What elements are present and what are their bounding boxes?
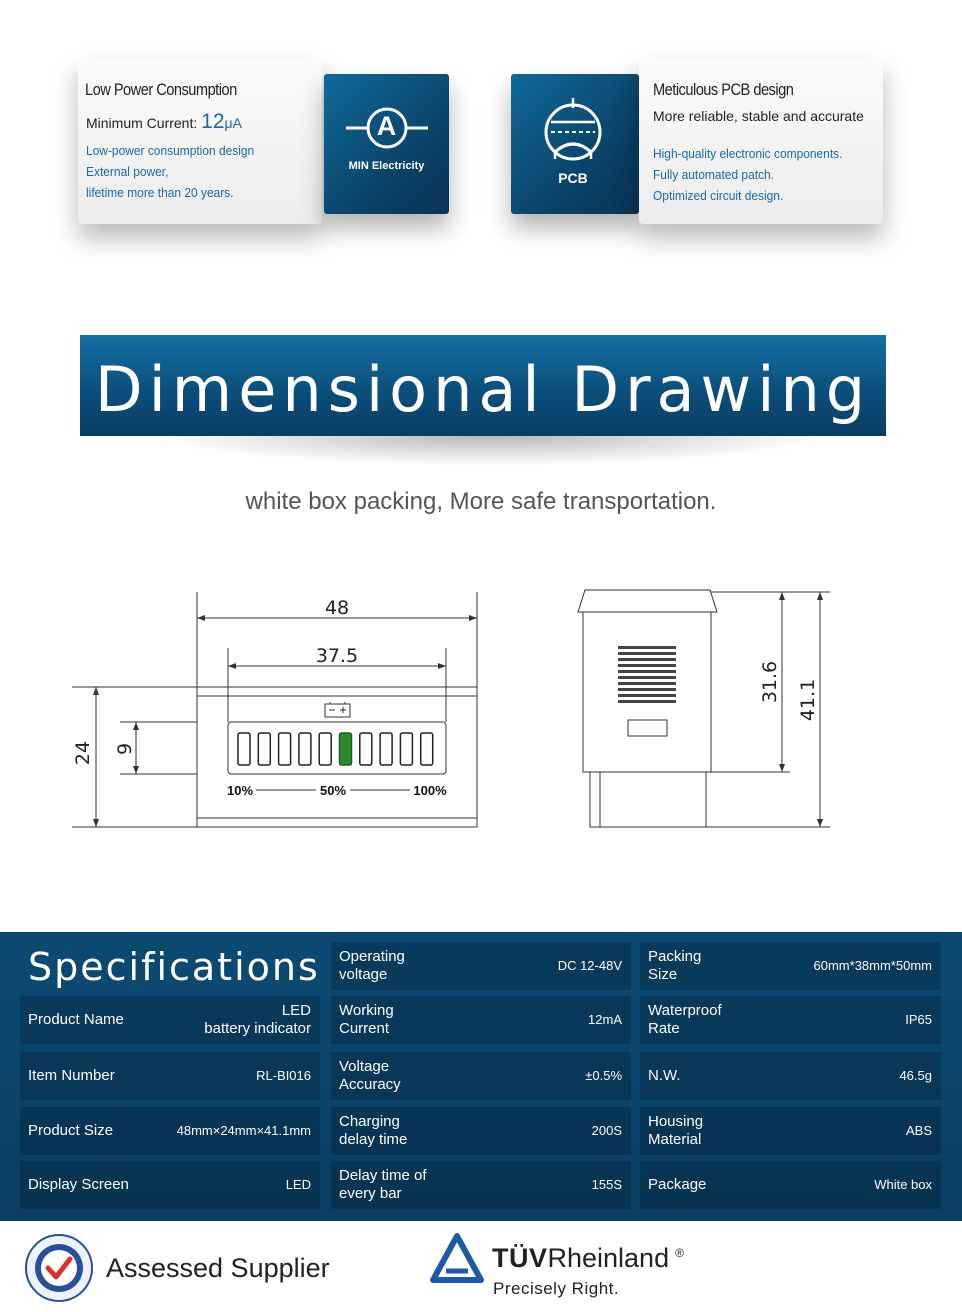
spec-row: [20, 1107, 320, 1155]
led-segment: [238, 733, 250, 765]
feature-line: High-quality electronic components.: [653, 146, 843, 161]
specifications-panel: [0, 932, 962, 1221]
feature-title: Meticulous PCB design: [653, 80, 794, 99]
spec-row: [20, 996, 320, 1044]
battery-icon: [325, 704, 350, 717]
spec-label: Product Size: [28, 1122, 114, 1139]
spec-row: [331, 942, 631, 990]
vacuum-tube-icon: [511, 74, 639, 174]
banner-shadow: [150, 436, 830, 466]
spec-label: Charging delay time: [339, 1113, 408, 1148]
spec-value: DC 12-48V: [557, 958, 622, 973]
spec-row: [331, 1161, 631, 1209]
spec-row: [640, 1107, 941, 1155]
side-housing: [583, 612, 711, 772]
spec-label: Housing Material: [648, 1113, 704, 1148]
scale-label-mid: 50%: [319, 783, 347, 798]
feature-card-pcb: [639, 58, 883, 224]
spec-value: 60mm*38mm*50mm: [813, 958, 932, 973]
dim-width-inner: 37.5: [315, 645, 359, 667]
packing-tagline: white box packing, More safe transportation.: [245, 488, 717, 515]
drawing-svg: [0, 570, 962, 850]
spec-label: Operating voltage: [339, 948, 405, 983]
side-connector: [590, 772, 706, 827]
spec-value: IP65: [905, 1012, 932, 1027]
dim-height-outer: 24: [72, 740, 94, 766]
spec-row: [331, 1107, 631, 1155]
banner-title: Dimensional Drawing: [94, 353, 872, 426]
tuv-logo-icon: [430, 1233, 484, 1285]
led-segment: [421, 733, 433, 765]
feature-line: Optimized circuit design.: [653, 188, 784, 203]
feature-line: External power,: [86, 164, 169, 179]
dim-side-inner: 31.6: [759, 660, 781, 704]
led-segment: [360, 733, 372, 765]
minimum-current: Minimum Current: 12μA: [86, 110, 242, 133]
spec-value: 200S: [591, 1123, 622, 1138]
current-value: 12: [201, 110, 225, 133]
spec-value: ABS: [905, 1123, 932, 1138]
spec-value: 46.5g: [899, 1068, 932, 1083]
spec-label: N.W.: [648, 1067, 681, 1084]
spec-value: 155S: [591, 1177, 622, 1192]
spec-row: [331, 996, 631, 1044]
feature-card-low-power: [78, 58, 322, 224]
tuv-wordmark: TÜVRheinland ®: [492, 1243, 684, 1273]
side-vent: [618, 646, 676, 703]
tuv-slogan: Precisely Right.: [493, 1279, 620, 1298]
spec-value: LED battery indicator: [204, 1002, 311, 1037]
badge-label: PCB: [558, 170, 588, 186]
feature-subtitle: More reliable, stable and accurate: [653, 108, 864, 124]
footer: [0, 1221, 962, 1312]
feature-title: Low Power Consumption: [85, 80, 237, 99]
spec-row: [640, 1052, 941, 1100]
scale-label-low: 10%: [226, 783, 254, 798]
led-segments: [238, 733, 433, 765]
spec-label: Item Number: [28, 1067, 115, 1084]
spec-row: [640, 942, 941, 990]
spec-value: 48mm×24mm×41.1mm: [176, 1123, 311, 1138]
feature-line: lifetime more than 20 years.: [86, 185, 234, 200]
led-segment: [380, 733, 392, 765]
spec-value: LED: [285, 1177, 311, 1192]
supplier-seal-icon: [24, 1233, 94, 1303]
led-segment: [279, 733, 291, 765]
led-segment: [299, 733, 311, 765]
spec-row: [20, 1161, 320, 1209]
spec-row: [331, 1052, 631, 1100]
dim-width-outer: 48: [324, 597, 350, 619]
spec-value: 12mA: [588, 1012, 622, 1027]
dim-side-outer: 41.1: [797, 678, 819, 722]
spec-value: White box: [874, 1177, 932, 1192]
spec-label: Working Current: [339, 1002, 394, 1037]
feature-line: Low-power consumption design: [86, 143, 255, 158]
spec-row: [640, 1161, 941, 1209]
scale-label-high: 100%: [413, 783, 447, 798]
spec-value: RL-BI016: [256, 1068, 311, 1083]
spec-row: [640, 996, 941, 1044]
spec-label: Product Name: [28, 1011, 124, 1028]
led-segment: [258, 733, 270, 765]
spec-label: Delay time of every bar: [339, 1167, 427, 1202]
current-unit: μA: [224, 115, 242, 131]
side-bezel: [578, 590, 717, 612]
spec-value: ±0.5%: [585, 1068, 622, 1083]
feature-line: Fully automated patch.: [653, 167, 775, 182]
pcb-badge: [511, 74, 639, 214]
led-segment: [319, 733, 331, 765]
badge-label: MIN Electricity: [348, 160, 425, 172]
spec-label: Display Screen: [28, 1176, 129, 1193]
led-segment-lit: [340, 733, 352, 765]
dim-height-inner: 9: [114, 742, 136, 756]
spec-label: Packing Size: [648, 948, 702, 983]
dimensional-drawing: [0, 570, 962, 850]
min-electricity-badge: [324, 74, 449, 214]
assessed-supplier-label: Assessed Supplier: [106, 1253, 330, 1283]
spec-label: Package: [648, 1176, 707, 1193]
ampere-symbol: A: [376, 111, 397, 141]
led-segment: [400, 733, 412, 765]
spec-row: [20, 1052, 320, 1100]
section-banner: [80, 335, 886, 436]
spec-label: Waterproof Rate: [648, 1002, 722, 1037]
spec-label: Voltage Accuracy: [339, 1058, 401, 1093]
specifications-title: Specifications: [28, 945, 320, 989]
